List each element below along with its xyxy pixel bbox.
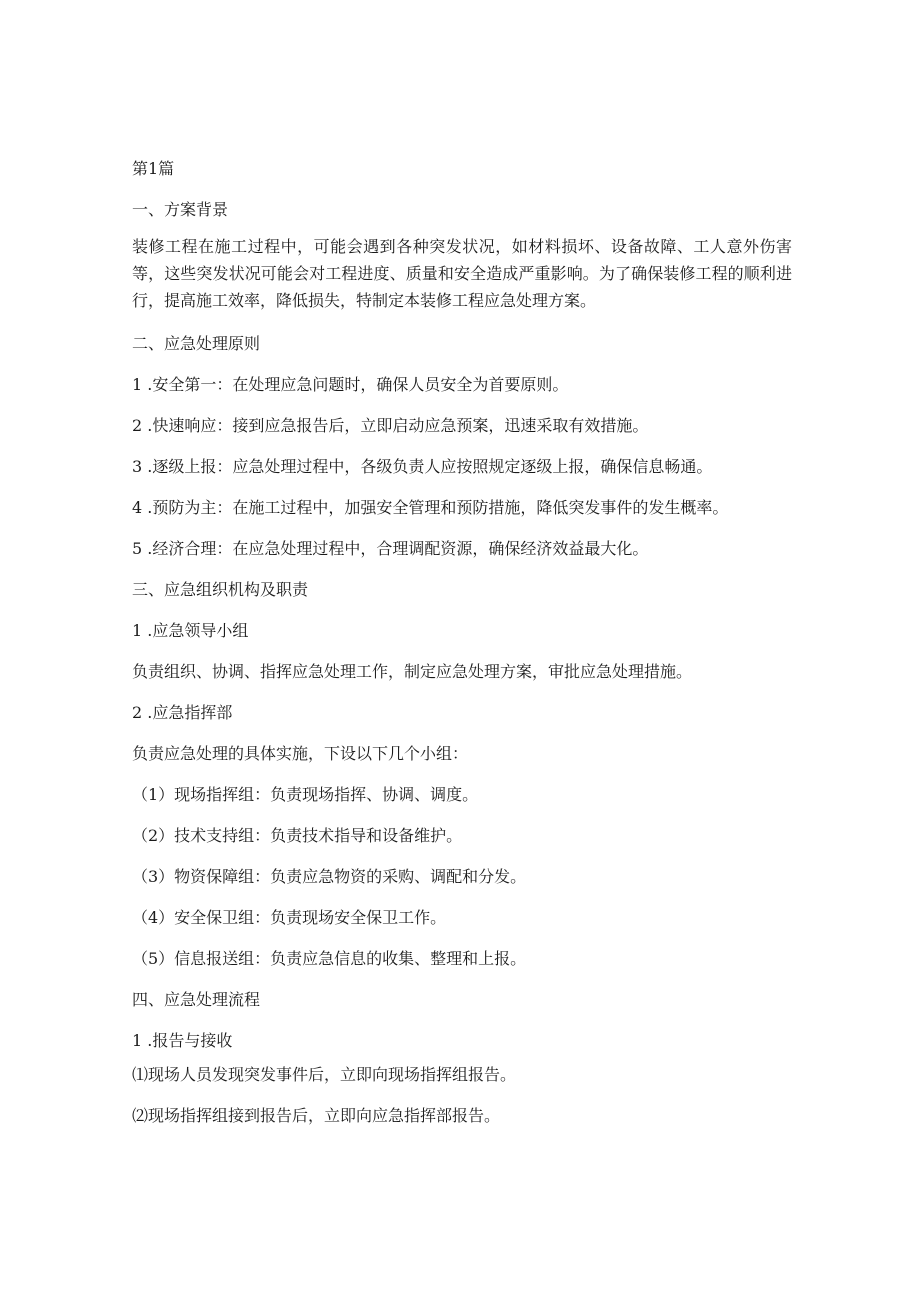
principle-item: 2 .快速响应：接到应急报告后，立即启动应急预案，迅速采取有效措施。 [132, 416, 649, 435]
group-item: （4）安全保卫组：负责现场安全保卫工作。 [132, 908, 447, 927]
group-item: （2）技术支持组：负责技术指导和设备维护。 [132, 826, 463, 845]
group-item: （3）物资保障组：负责应急物资的采购、调配和分发。 [132, 867, 527, 886]
process-step: ⑵现场指挥组接到报告后，立即向应急指挥部报告。 [132, 1106, 501, 1125]
principle-item: 3 .逐级上报：应急处理过程中，各级负责人应按照规定逐级上报，确保信息畅通。 [132, 457, 713, 476]
section-heading-background: 一、方案背景 [132, 200, 229, 219]
group-item: （1）现场指挥组：负责现场指挥、协调、调度。 [132, 785, 479, 804]
leadership-group-duties: 负责组织、协调、指挥应急处理工作，制定应急处理方案，审批应急处理措施。 [132, 662, 693, 681]
document-body [132, 158, 792, 1127]
background-paragraph: 装修工程在施工过程中，可能会遇到各种突发状况，如材料损坏、设备故障、工人意外伤害等，这些突发状况可能会对工程进度、质量和安全造成严重影响。为了确保装修工程的顺利进行，提高施工效率，降低损失，特制定本装修工程应急处理方案。 [132, 237, 792, 310]
section-heading-principles: 二、应急处理原则 [132, 334, 261, 353]
group-item: （5）信息报送组：负责应急信息的收集、整理和上报。 [132, 949, 527, 968]
command-center-duties: 负责应急处理的具体实施，下设以下几个小组： [132, 744, 469, 763]
principle-item: 5 .经济合理：在应急处理过程中，合理调配资源，确保经济效益最大化。 [132, 539, 649, 558]
section-heading-process: 四、应急处理流程 [132, 990, 261, 1009]
subsection-title-report: 1 .报告与接收 [132, 1031, 233, 1050]
subsection-title-command-center: 2 .应急指挥部 [132, 703, 233, 722]
principle-item: 4 .预防为主：在施工过程中，加强安全管理和预防措施，降低突发事件的发生概率。 [132, 498, 729, 517]
principle-item: 1 .安全第一：在处理应急问题时，确保人员安全为首要原则。 [132, 375, 569, 394]
subsection-title-leadership-group: 1 .应急领导小组 [132, 621, 249, 640]
part-title: 第1篇 [132, 159, 175, 178]
section-heading-organization: 三、应急组织机构及职责 [132, 580, 309, 599]
process-step: ⑴现场人员发现突发事件后，立即向现场指挥组报告。 [132, 1065, 517, 1084]
